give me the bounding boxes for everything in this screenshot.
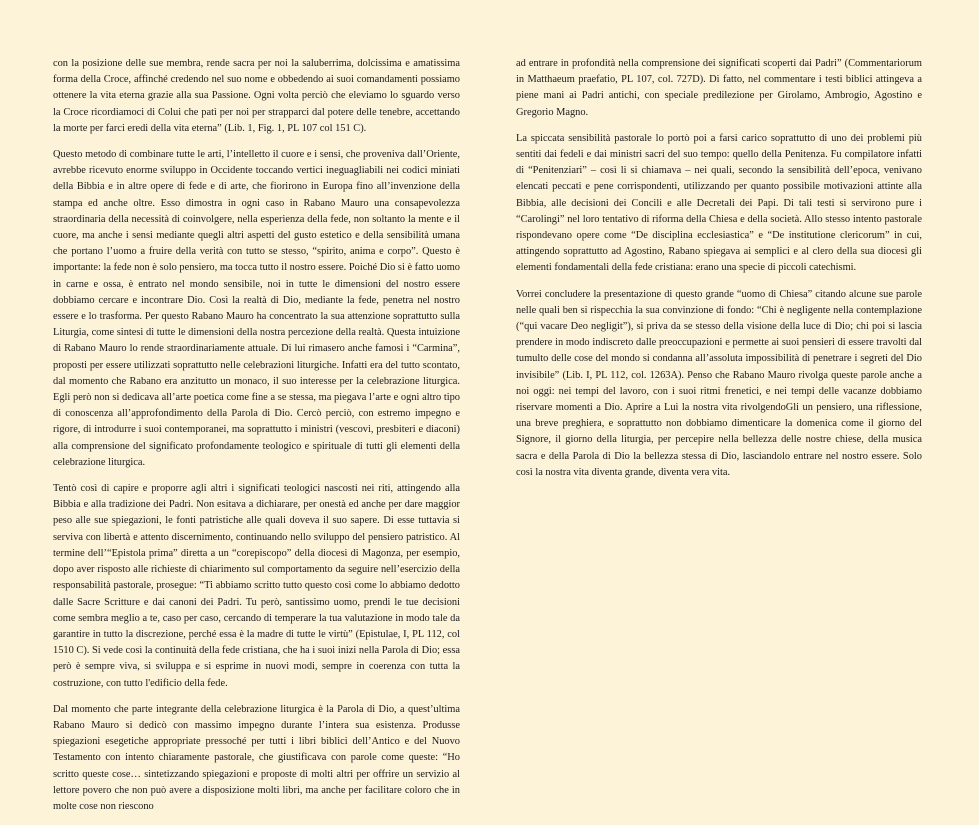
- paragraph: La spiccata sensibilità pastorale lo portò poi a farsi carico soprattutto di uno dei problemi più sentiti dai fedeli e dai ministri sacri del suo tempo: quello della Penitenza. Fu compilatore infatti di “Penitenziari” – così li si chiamava – nei quali, secondo la sensibilità dell’epoca, venivano elencati peccati e pene corrispondenti, utilizzando per quanto possibile motivazioni attinte alla Bibbia, alle decisioni dei Concili e alle Decretali dei Papi. Di tali testi si servirono pure i “Carolingi” nel loro tentativo di riforma della Chiesa e della società. Allo stesso intento pastorale rispondevano opere come “De disciplina ecclesiastica” e “De institutione clericorum” in cui, attingendo soprattutto ad Agostino, Rabano spiegava ai semplici e al clero della sua diocesi gli elementi fondamentali della fede cristiana: erano una specie di piccoli catechismi.: [516, 132, 922, 274]
- right-column: [516, 56, 922, 491]
- paragraph: con la posizione delle sue membra, rende sacra per noi la saluberrima, dolcissima e amatissima forma della Croce, affinché credendo nel suo nome e obbedendo ai suoi comandamenti possiamo ottenere la vita eterna grazie alla sua Passione. Ogni volta perciò che eleviamo lo sguardo verso la Croce ricordiamoci di Colui che patì per noi per strapparci dal potere delle tenebre, accettando la morte per farci eredi della vita eterna” (Lib. 1, Fig. 1, PL 107 col 151 C).: [53, 58, 460, 134]
- paragraph: ad entrare in profondità nella comprensione dei significati scoperti dai Padri” (Commentariorum in Matthaeum praefatio, PL 107, col. 727D). Di fatto, nel commentare i testi biblici attingeva a piene mani ai Padri antichi, con speciale predilezione per Girolamo, Ambrogio, Agostino e Gregorio Magno.: [516, 58, 922, 118]
- paragraph: Vorrei concludere la presentazione di questo grande “uomo di Chiesa” citando alcune sue parole nelle quali ben si rispecchia la sua convinzione di fondo: “Chi è negligente nella contemplazione (“qui vacare Deo negligit”), si priva da se stesso della visione della luce di Dio; chi poi si lascia prendere in modo indiscreto dalle preoccupazioni e permette ai suoi pensieri di essere travolti dal tumulto delle cose del mondo si condanna all’assoluta impossibilità di penetrare i segreti del Dio invisibile” (Lib. I, PL 112, col. 1263A). Penso che Rabano Mauro rivolga queste parole anche a noi oggi: nei tempi del lavoro, con i suoi ritmi frenetici, e nei tempi delle vacanze dobbiamo riservare momenti a Dio. Aprire a Lui la nostra vita rivolgendoGli un pensiero, una riflessione, una breve preghiera, e soprattutto non dobbiamo dimenticare la domenica come il giorno del Signore, il giorno della liturgia, per percepire nella bellezza delle nostre chiese, della musica sacra e della Parola di Dio la bellezza stessa di Dio, lasciandolo entrare nel nostro essere. Solo così la nostra vita diventa grande, diventa vera vita.: [516, 288, 922, 478]
- paragraph: Tentò così di capire e proporre agli altri i significati teologici nascosti nei riti, attingendo alla Bibbia e alla tradizione dei Padri. Non esitava a dichiarare, per onestà ed anche per dare maggior peso alle sue spiegazioni, le fonti patristiche alle quali doveva il suo sapere. Di esse tuttavia si serviva con libertà e attento discernimento, continuando nello sviluppo del pensiero patristico. Al termine dell’“Epistola prima” diretta a un “corepiscopo” della diocesi di Magonza, per esempio, dopo aver risposto alle richieste di chiarimento sul comportamento da seguire nell’esercizio della responsabilità pastorale, prosegue: “Ti abbiamo scritto tutto questo così come lo abbiamo dedotto dalle Sacre Scritture e dai canoni dei Padri. Tu però, santissimo uomo, prendi le tue decisioni come sembra meglio a te, caso per caso, cercando di temperare la tua valutazione in modo tale da garantire in tutto la discrezione, perché essa è la madre di tutte le virtù” (Epistulae, I, PL 112, col 1510 C). Si vede così la continuità della fede cristiana, che ha i suoi inizi nella Parola di Dio; essa però è sempre viva, si sviluppa e si esprime in nuovi modi, sempre in coerenza con tutta la costruzione, con tutto l'edificio della fede.: [53, 483, 460, 689]
- paragraph: Questo metodo di combinare tutte le arti, l’intelletto il cuore e i sensi, che proveniva dall’Oriente, avrebbe ricevuto enorme sviluppo in Occidente toccando vertici ineguagliabili nei codici miniati della Bibbia e in altre opere di fede e di arte, che fiorirono in Europa fino all’invenzione della stampa ed anche oltre. Esso dimostra in ogni caso in Rabano Mauro una consapevolezza straordinaria della necessità di coinvolgere, nella esperienza della fede, non soltanto la mente e il cuore, ma anche i sensi mediante quegli altri aspetti del gusto estetico e della sensibilità umana che portano l’uomo a fruire della verità con tutto se stesso, “spirito, anima e corpo”. Questo è importante: la fede non è solo pensiero, ma tocca tutto il nostro essere. Poiché Dio si è fatto uomo in carne e ossa, è entrato nel mondo sensibile, noi in tutte le dimensioni del nostro essere dobbiamo cercare e incontrare Dio. Così la realtà di Dio, mediante la fede, penetra nel nostro essere e lo trasforma. Per questo Rabano Mauro ha concentrato la sua attenzione soprattutto sulla Liturgia, come sintesi di tutte le dimensioni della nostra percezione della realtà. Questa intuizione di Rabano Mauro lo rende straordinariamente attuale. Di lui rimasero anche famosi i “Carmina”, proposti per essere utilizzati soprattutto nelle celebrazioni liturgiche. Infatti era del tutto scontato, dal momento che Rabano era anzitutto un monaco, il suo interesse per la celebrazione liturgica. Egli però non si dedicava all’arte poetica come fine a se stessa, ma piegava l’arte e ogni altro tipo di conoscenza all’approfondimento della Parola di Dio. Cercò perciò, con estremo impegno e rigore, di introdurre i suoi contemporanei, ma soprattutto i ministri (vescovi, presbiteri e diaconi) alla comprensione del significato profondamente teologico e spirituale di tutti gli elementi della celebrazione liturgica.: [53, 149, 460, 468]
- paragraph: Dal momento che parte integrante della celebrazione liturgica è la Parola di Dio, a quest’ultima Rabano Mauro si dedicò con massimo impegno durante l’intera sua esistenza. Produsse spiegazioni esegetiche appropriate pressoché per tutti i libri biblici dell’Antico e del Nuovo Testamento con intento chiaramente pastorale, che giustificava con parole come queste: “Ho scritto queste cose… sintetizzando spiegazioni e proposte di molti altri per offrire un servizio al lettore povero che non può avere a disposizione molti libri, ma anche per facilitare coloro che in molte cose non riescono: [53, 703, 460, 812]
- left-column: [53, 56, 460, 825]
